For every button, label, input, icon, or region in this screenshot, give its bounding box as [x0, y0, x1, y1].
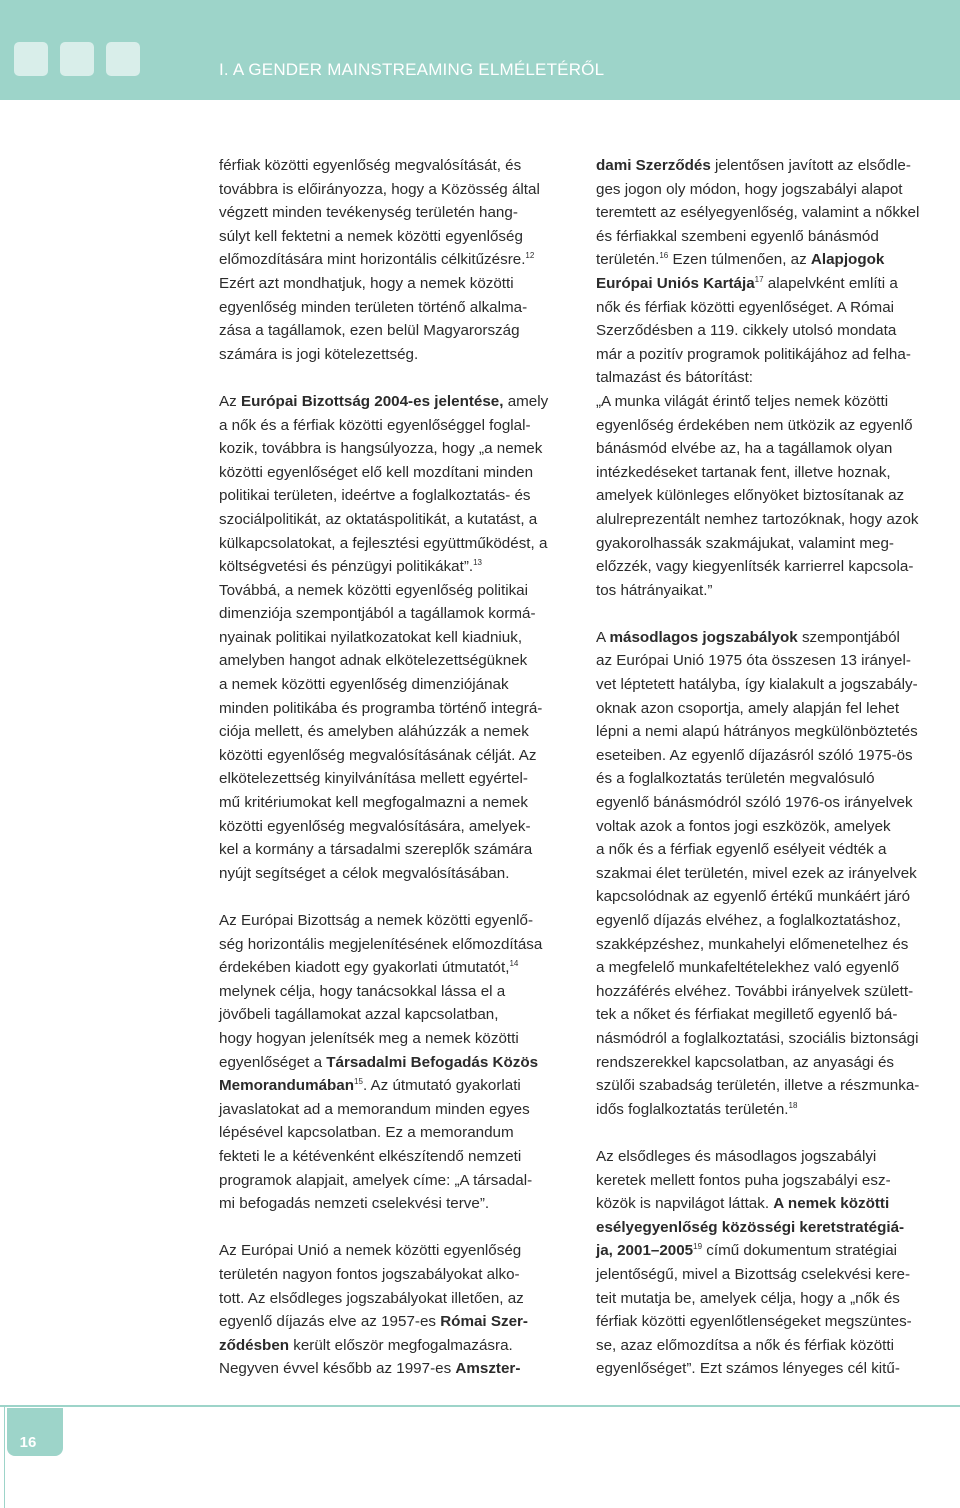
text-run: fekteti le a kétévenként elkészítendő nemzeti: [219, 1147, 522, 1165]
text-run: hozzáférés elvéhez. További irányelvek születt-: [596, 982, 914, 1000]
footnote-ref: 13: [473, 558, 483, 568]
text-run: kapcsolódnak az egyenlő értékű munkáért járó: [596, 888, 911, 906]
text-line: [219, 225, 574, 249]
text-line: [596, 956, 948, 980]
text-run: tek a nőket és férfiakat megillető egyenlő bá-: [596, 1006, 898, 1024]
text-run: dimenziója szempontjából a tagállamok kormá-: [219, 605, 536, 623]
text-run: egyenlőséget”. Ezt számos lényeges cél kitű-: [596, 1360, 900, 1378]
text-run: ges jogon oly módon, hogy jogszabályi alapot: [596, 180, 903, 198]
text-run: teremtett az esélyegyenlőség, valamint a nőkkel: [596, 204, 920, 222]
text-line: [596, 673, 948, 697]
text-line: [596, 1310, 948, 1334]
text-line: [219, 933, 574, 957]
text-line: [596, 1287, 948, 1311]
text-line: [596, 744, 948, 768]
text-line: [596, 1357, 948, 1381]
text-line: [219, 484, 574, 508]
text-run: bánásmód elvébe az, ha a tagállamok olyan: [596, 440, 893, 458]
text-line: [219, 767, 574, 791]
text-run: oknak azon csoportja, amely alapján fel lehet: [596, 699, 900, 717]
text-run: és férfiakkal szembeni egyenlő bánásmód: [596, 227, 879, 245]
paragraph: [596, 626, 948, 1121]
bold-text: Alapjogok: [810, 251, 885, 269]
text-run: Az Európai Bizottság a nemek közötti egyenlő-: [219, 912, 534, 929]
text-line: [596, 885, 948, 909]
text-line: [596, 767, 948, 791]
text-run: továbbra is előirányozza, hogy a Közösség által: [219, 180, 540, 198]
text-run: tott. Az elsődleges jogszabályokat illetően, az: [219, 1289, 524, 1307]
footnote-ref: 17: [754, 274, 764, 284]
text-line: [596, 1098, 948, 1122]
text-run: melynek célja, hogy tanácsokkal lássa el a: [219, 982, 506, 1000]
text-line: [219, 1051, 574, 1075]
text-run: a megfelelő munkafeltételekhez való egyenlő: [596, 959, 900, 977]
text-line: [219, 602, 574, 626]
decorative-square: [14, 42, 48, 76]
text-line: [219, 201, 574, 225]
text-line: [596, 626, 948, 650]
text-run: . Az útmutató gyakorlati: [362, 1077, 521, 1095]
text-line: [219, 579, 574, 603]
text-run: Az Európai Unió a nemek közötti egyenlőség: [219, 1242, 522, 1260]
text-run: a nemek közötti egyenlőség dimenziójának: [219, 676, 509, 694]
text-run: programok alapjait, amelyek címe: „A társadal-: [219, 1171, 533, 1189]
text-line: [596, 1074, 948, 1098]
text-run: egyenlőség érdekében nem ütközik az egyenlő: [596, 416, 913, 434]
paragraph: [596, 154, 948, 602]
text-line: [219, 697, 574, 721]
text-line: [596, 484, 948, 508]
text-run: egyenlőséget a: [219, 1053, 327, 1071]
text-line: [596, 980, 948, 1004]
text-line: [219, 1263, 574, 1287]
text-line: [596, 1169, 948, 1193]
text-line: [219, 1074, 574, 1098]
text-line: [219, 461, 574, 485]
text-run: című dokumentum stratégiai: [702, 1242, 898, 1260]
text-run: hogy hogyan jelenítsék meg a nemek közötti: [219, 1029, 519, 1047]
text-run: jelentősen javított az elsődle-: [710, 157, 911, 174]
text-run: Az elsődleges és másodlagos jogszabályi: [596, 1147, 877, 1165]
footnote-ref: 19: [693, 1242, 703, 1252]
text-line: [596, 579, 948, 603]
text-line: [219, 414, 574, 438]
text-run: amelyek különleges előnyöket biztosítanak az: [596, 487, 905, 505]
text-run: a nők és a férfiak közötti egyenlőséggel foglal-: [219, 416, 531, 434]
bold-text: Memorandumában: [219, 1077, 355, 1095]
text-run: nyainak politikai nyilatkozatokat kell kiadniuk,: [219, 628, 523, 646]
text-run: költségvetési és pénzügyi politikákat”.: [219, 558, 474, 576]
text-run: mű kritériumokat kell megfogalmazni a nemek: [219, 794, 528, 812]
text-run: Negyven évvel később az 1997-es: [219, 1360, 456, 1378]
text-line: [219, 555, 574, 579]
bold-text: Amszter-: [455, 1360, 521, 1378]
bold-text: dami Szerződés: [596, 157, 711, 174]
footnote-ref: 15: [354, 1077, 363, 1087]
chapter-header-bar: [0, 0, 960, 100]
text-line: [596, 862, 948, 886]
paragraph: [219, 390, 574, 885]
text-line: [596, 1334, 948, 1358]
text-run: területén.: [596, 251, 660, 269]
text-line: [596, 178, 948, 202]
text-run: alapelvként említi a: [763, 274, 898, 292]
text-run: politikai területen, ideértve a foglalkoztatás- és: [219, 487, 531, 505]
text-run: lépésével kapcsolatban. Ez a memorandum: [219, 1124, 514, 1142]
text-line: [596, 1216, 948, 1240]
text-run: közötti egyenlőség megvalósítására, amelyek-: [219, 817, 531, 835]
text-line: [596, 508, 948, 532]
text-run: előzzék, vagy kiegyenlítsék karrierrel kapcsola-: [596, 558, 914, 576]
text-line: [219, 1169, 574, 1193]
text-run: voltak azok a fontos jogi eszközök, amelyek: [596, 817, 891, 835]
text-line: [219, 1098, 574, 1122]
text-run: gyakorolhassák szakmájukat, valamint meg-: [596, 534, 894, 552]
text-line: [596, 319, 948, 343]
text-run: vet léptetett hatályba, így kialakult a jogszabály-: [596, 676, 918, 694]
text-line: [596, 461, 948, 485]
text-line: [219, 862, 574, 886]
footnote-ref: 18: [788, 1100, 798, 1110]
text-run: közötti egyenlőség megvalósításának célját. Az: [219, 746, 537, 764]
text-run: Ezen túlmenően, az: [668, 251, 811, 269]
text-run: és a foglalkoztatás területén megvalósuló: [596, 770, 875, 788]
text-run: szociálpolitikát, az oktatáspolitikát, a kutatást, a: [219, 510, 538, 528]
footer-vertical-rule: [4, 1405, 5, 1508]
text-line: [219, 1310, 574, 1334]
text-line: [219, 319, 574, 343]
text-run: szakmai élet területén, mivel ezek az irányelvek: [596, 864, 917, 882]
bold-text: Társadalmi Befogadás Közös: [326, 1053, 539, 1071]
text-line: [596, 1239, 948, 1263]
text-line: [219, 248, 574, 272]
text-run: egyenlőség minden területen történő alkalma-: [219, 298, 528, 316]
text-line: [219, 1357, 574, 1381]
text-line: [596, 225, 948, 249]
text-run: egyenlő díjazás elve az 1957-es: [219, 1313, 441, 1331]
text-line: [596, 909, 948, 933]
text-line: [596, 815, 948, 839]
text-run: végzett minden tevékenység területén hang-: [219, 204, 518, 222]
text-line: [219, 272, 574, 296]
text-line: [219, 1334, 574, 1358]
text-run: ciója mellett, és amelyben aláhúzzák a nemek: [219, 723, 529, 741]
text-run: érdekében kiadott egy gyakorlati útmutatót,: [219, 959, 510, 977]
text-run: tos hátrányaikat.”: [596, 581, 713, 599]
text-line: [219, 1239, 574, 1263]
text-line: [219, 154, 574, 178]
text-line: [596, 555, 948, 579]
text-run: keretek mellett fontos puha jogszabályi esz-: [596, 1171, 891, 1189]
text-line: [596, 201, 948, 225]
text-line: [219, 1121, 574, 1145]
text-line: [219, 956, 574, 980]
text-line: [219, 1192, 574, 1216]
text-run: Ezért azt mondhatjuk, hogy a nemek közötti: [219, 274, 514, 292]
text-run: rendszerekkel kapcsolatban, az anyasági és: [596, 1053, 895, 1071]
decorative-square: [106, 42, 140, 76]
text-run: talmazást és bátorítást:: [596, 369, 754, 387]
text-run: intézkedéseket tartanak fent, illetve hoznak,: [596, 463, 891, 481]
bold-text: ja, 2001–2005: [596, 1242, 694, 1260]
text-run: külkapcsolatokat, a fejlesztési együttműködést, a: [219, 534, 548, 552]
text-run: Az: [219, 392, 241, 410]
text-line: [596, 272, 948, 296]
bold-text: Római Szer-: [440, 1313, 528, 1331]
bold-text: esélyegyenlőség közösségi keretstratégiá-: [596, 1218, 905, 1236]
footnote-ref: 16: [659, 251, 669, 261]
text-run: az Európai Unió 1975 óta összesen 13 irányel-: [596, 652, 911, 670]
text-run: kozik, továbbra is hangsúlyozza, hogy „a nemek: [219, 440, 543, 458]
decorative-square: [60, 42, 94, 76]
text-line: [596, 343, 948, 367]
text-run: amely: [503, 392, 549, 410]
text-line: [219, 744, 574, 768]
text-run: jelentőségű, mivel a Bizottság cselekvési kere-: [596, 1265, 911, 1283]
text-line: [596, 697, 948, 721]
paragraph: [219, 154, 574, 366]
text-run: került először megfogalmazásra.: [289, 1336, 513, 1354]
bold-text: ződésben: [219, 1336, 290, 1354]
bold-text: Európai Uniós Kartája: [596, 274, 755, 292]
paragraph: [219, 909, 574, 1216]
bold-text: Európai Bizottság 2004-es jelentése,: [240, 392, 504, 410]
text-line: [596, 154, 948, 178]
text-run: javaslatokat ad a memorandum minden egyes: [219, 1100, 530, 1118]
text-line: [596, 791, 948, 815]
text-line: [596, 532, 948, 556]
text-line: [219, 838, 574, 862]
text-line: [219, 626, 574, 650]
text-line: [596, 838, 948, 862]
text-line: [219, 343, 574, 367]
text-run: szakképzéshez, munkahelyi előmenetelhez és: [596, 935, 909, 953]
text-run: szempontjából: [797, 628, 900, 646]
text-line: [596, 366, 948, 390]
text-run: nők és férfiak közötti egyenlőséget. A Római: [596, 298, 895, 316]
text-run: idős foglalkoztatás területén.: [596, 1100, 789, 1118]
text-line: [219, 673, 574, 697]
text-line: [596, 720, 948, 744]
text-line: [596, 248, 948, 272]
bold-text: A nemek közötti: [773, 1195, 890, 1213]
text-line: [596, 1027, 948, 1051]
text-line: [219, 1003, 574, 1027]
footer-rule: [0, 1405, 960, 1407]
text-line: [219, 508, 574, 532]
text-run: súlyt kell fektetni a nemek közötti egyenlőség: [219, 227, 523, 245]
text-run: amelyben hangot adnak elkötelezettségüknek: [219, 652, 528, 670]
text-run: alulreprezentált nemhez tartozóknak, hogy azok: [596, 510, 919, 528]
left-text-column: [219, 154, 574, 1381]
text-line: [596, 414, 948, 438]
text-run: lépni a nemi alapú hátrányos megkülönböztetés: [596, 723, 918, 741]
text-line: [596, 1145, 948, 1169]
footnote-ref: 12: [525, 251, 535, 261]
text-line: [219, 720, 574, 744]
text-run: „A munka világát érintő teljes nemek közötti: [596, 392, 889, 410]
text-run: mi befogadás nemzeti cselekvési terve”.: [219, 1195, 490, 1213]
text-run: területén nagyon fontos jogszabályokat alko-: [219, 1265, 520, 1283]
chapter-title: I. A GENDER MAINSTREAMING ELMÉLETÉRŐL: [219, 60, 605, 79]
text-line: [219, 437, 574, 461]
text-line: [219, 649, 574, 673]
text-run: számára is jogi kötelezettség.: [219, 345, 419, 363]
text-line: [219, 178, 574, 202]
text-line: [596, 1263, 948, 1287]
paragraph: [219, 1239, 574, 1381]
text-run: Továbbá, a nemek közötti egyenlőség politikai: [219, 581, 528, 599]
text-run: elkötelezettség kinyilvánítása mellett egyértel-: [219, 770, 528, 788]
text-run: már a pozitív programok politikájához ad felha-: [596, 345, 911, 363]
text-run: szülői szabadság területén, illetve a részmunka-: [596, 1077, 920, 1095]
text-run: násmódról a foglalkoztatási, szociális biztonsági: [596, 1029, 919, 1047]
text-run: minden politikába és programba történő integrá-: [219, 699, 543, 717]
text-run: Szerződésben a 119. cikkely utolsó mondata: [596, 322, 897, 340]
text-line: [596, 1192, 948, 1216]
text-run: férfiak közötti egyenlőtlenségeket megszüntes-: [596, 1313, 912, 1331]
text-line: [219, 815, 574, 839]
bold-text: másodlagos jogszabályok: [609, 628, 798, 646]
text-line: [596, 390, 948, 414]
text-run: egyenlő díjazás elvéhez, a foglalkoztatáshoz,: [596, 912, 901, 929]
right-text-column: [596, 154, 948, 1381]
text-run: közök is napvilágot láttak.: [596, 1195, 774, 1213]
text-run: nyújt segítséget a célok megvalósításában.: [219, 864, 510, 882]
text-run: jövőbeli tagállamokat azzal kapcsolatban,: [219, 1006, 499, 1024]
text-line: [596, 1003, 948, 1027]
text-line: [219, 296, 574, 320]
text-run: férfiak közötti egyenlőség megvalósítását, és: [219, 157, 522, 174]
text-run: se, azaz előmozdítsa a nők és férfiak közötti: [596, 1336, 894, 1354]
text-run: eseteiben. Az egyenlő díjazásról szóló 1975-ös: [596, 746, 913, 764]
text-line: [219, 980, 574, 1004]
text-line: [596, 649, 948, 673]
text-run: egyenlő bánásmódról szóló 1976-os irányelvek: [596, 794, 913, 812]
text-line: [219, 1027, 574, 1051]
text-run: előmozdítására mint horizontális célkitűzésre.: [219, 251, 526, 269]
text-line: [219, 1287, 574, 1311]
text-run: ség horizontális megjelenítésének előmozdítása: [219, 935, 543, 953]
text-line: [219, 791, 574, 815]
text-line: [596, 296, 948, 320]
text-line: [596, 933, 948, 957]
text-run: kel a kormány a társadalmi szereplők számára: [219, 841, 533, 859]
footnote-ref: 14: [509, 959, 519, 969]
text-line: [596, 1051, 948, 1075]
text-run: a nők és a férfiak egyenlő esélyeit védték a: [596, 841, 887, 859]
paragraph: [596, 1145, 948, 1381]
text-run: teit mutatja be, amelyek célja, hogy a „nők és: [596, 1289, 900, 1307]
text-line: [596, 437, 948, 461]
page-number: 16: [19, 1434, 37, 1451]
text-line: [219, 909, 574, 933]
text-run: közötti egyenlőséget elő kell mozdítani minden: [219, 463, 534, 481]
text-run: zása a tagállamok, ezen belül Magyarország: [219, 322, 520, 340]
text-line: [219, 390, 574, 414]
text-run: A: [596, 628, 610, 646]
text-line: [219, 1145, 574, 1169]
text-line: [219, 532, 574, 556]
